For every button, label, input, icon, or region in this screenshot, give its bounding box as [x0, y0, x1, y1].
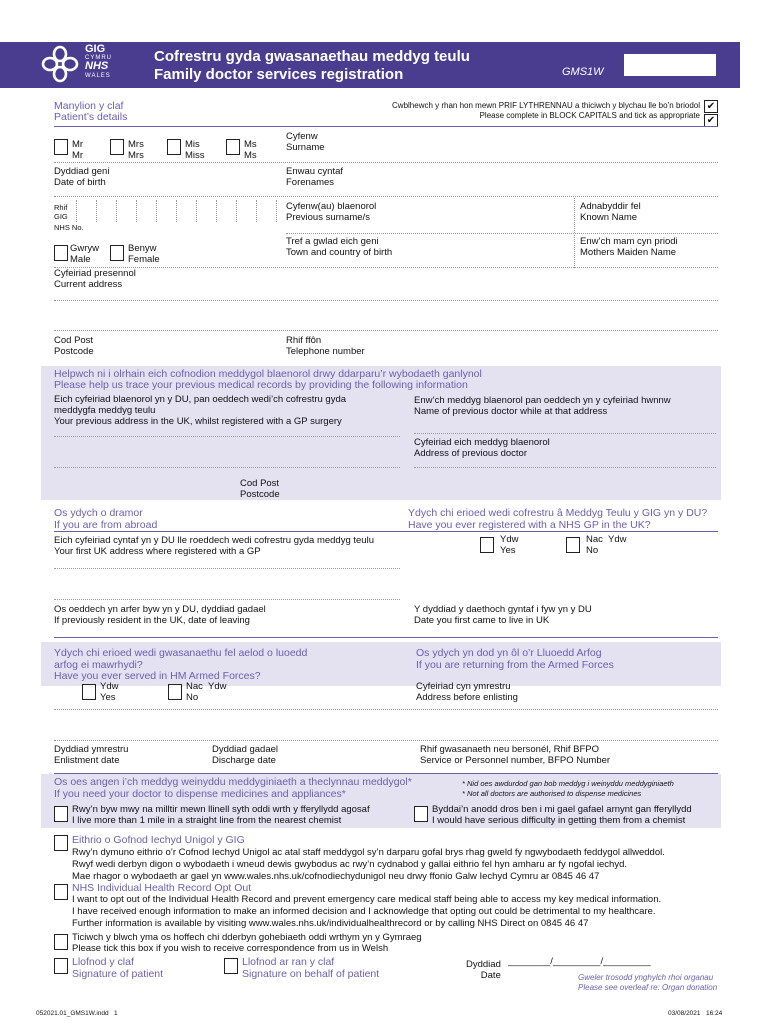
previous-address-label[interactable]: Eich cyfeiriad blaenorol yn y DU, pan oeddech wedi’ch cofrestru gyda meddygfa meddyg teulu Your previous address in the UK, whilst registered with a GP surgery [54, 394, 347, 427]
distance-checkbox[interactable] [54, 806, 68, 822]
nhs-wales-logo [40, 44, 130, 86]
nhs-no-boxes[interactable] [76, 200, 280, 222]
forces-no-checkbox[interactable] [168, 684, 182, 700]
instructions-cy: Cwblhewch y rhan hon mewn PRIF LYTHRENNAU a thiciwch y blychau lle bo’n briodol [392, 101, 700, 110]
date-label: Dyddiad Date [466, 959, 501, 981]
nhs-no-label: Rhif GIG [54, 203, 68, 221]
forces-yes-checkbox[interactable] [82, 684, 96, 700]
exemption-body-cy: Rwy’n dymuno eithrio o’r Cofnod Iechyd Unigol ac atal staff meddygol sy’n darparu gofal brys rhag gweld fy ngwybodaeth feddygol allweddol. Rwyf wedi derbyn digon o wybodaeth i wneud dewis gwybodus ac rwy’n cydnabod y gallai eithrio fel hyn amharu ar fy ngofal iechyd. Mae rhagor o wybodaeth ar gael yn www.wales.nhs.uk/cofnodiechydunigol neu drwy ffonio Galw Iechyd Cymru ar 0845 46 47 [72, 847, 665, 882]
registered-no-checkbox[interactable] [566, 537, 580, 553]
title-ms-label: Ms Ms [244, 139, 257, 161]
form-title-en: Family doctor services registration [154, 66, 404, 83]
known-name-label[interactable]: Adnabyddir fel Known Name [580, 201, 641, 223]
instructions-en: Please complete in BLOCK CAPITALS and tick as appropriate [479, 111, 700, 120]
divider [286, 233, 718, 234]
footer-filename: 052021.01_GMS1W.indd 1 [36, 1010, 118, 1017]
exemption-cy-checkbox[interactable] [54, 835, 68, 851]
phone-label[interactable]: Rhif ffôn Telephone number [286, 335, 365, 357]
form-title-cy: Cofrestru gyda gwasanaethau meddyg teulu [154, 48, 470, 65]
address-line [54, 330, 718, 331]
footer-timestamp: 03/08/2021 16:24 [668, 1010, 723, 1017]
trace-postcode-label[interactable]: Cod Post Postcode [240, 478, 280, 500]
dispense-note: * Nid oes awdurdod gan bob meddyg i weinyddu meddyginiaeth * Not all doctors are authorised to dispense medicines [462, 779, 674, 798]
title-miss-label: Mis Miss [185, 139, 205, 161]
female-label: Benyw Female [128, 243, 160, 265]
logo-cymru: CYMRU [85, 55, 112, 61]
title-mr-label: Mr Mr [72, 139, 84, 161]
surname-label[interactable]: Cyfenw Surname [286, 131, 325, 153]
logo-wales: WALES [85, 73, 111, 79]
date-left-label[interactable]: Os oeddech yn arfer byw yn y DU, dyddiad gadael If previously resident in the UK, date of leaving [54, 604, 266, 626]
exemption-en-checkbox[interactable] [54, 884, 68, 900]
previous-surname-label[interactable]: Cyfenw(au) blaenorol Previous surname/s [286, 201, 377, 223]
forces-question: Ydych chi erioed wedi gwasanaethu fel aelod o luoedd arfog ei mawrhydi? Have you ever served in HM Armed Forces? [54, 647, 308, 682]
title-mrs-checkbox[interactable] [110, 139, 124, 155]
enlistment-date-label[interactable]: Dyddiad ymrestru Enlistment date [54, 744, 129, 766]
difficulty-checkbox[interactable] [414, 806, 428, 822]
male-label: Gwryw Male [70, 243, 100, 265]
divider [574, 198, 575, 233]
forces-returning-heading: Os ydych yn dod yn ôl o’r Lluoedd Arfog If you are returning from the Armed Forces [416, 647, 614, 671]
form-code-box[interactable] [624, 54, 716, 76]
registered-no-label: Nac Ydw No [586, 534, 627, 556]
exemption-heading-en: NHS Individual Health Record Opt Out [72, 882, 252, 894]
signature-behalf-label: Llofnod ar ran y claf Signature on behalf of patient [242, 956, 380, 980]
address-line [54, 436, 400, 437]
male-checkbox[interactable] [54, 245, 68, 261]
address-line [54, 709, 718, 710]
doctor-line [414, 433, 716, 434]
tick-example-2: ✔ [704, 114, 718, 127]
address-line [54, 599, 400, 600]
exemption-heading-cy: Eithrio o Gofnod Iechyd Unigol y GIG [72, 834, 245, 846]
address-before-enlisting-label[interactable]: Cyfeiriad cyn ymrestru Address before enlisting [416, 681, 518, 703]
dob-label[interactable]: Dyddiad geni Date of birth [54, 166, 110, 188]
forces-yes-label: Ydw Yes [100, 681, 119, 703]
maiden-name-label[interactable]: Enw’ch mam cyn priodi Mothers Maiden Name [580, 236, 678, 258]
abroad-heading: Os ydych o dramor If you are from abroad [54, 507, 158, 531]
title-miss-checkbox[interactable] [167, 139, 181, 155]
registered-yes-checkbox[interactable] [480, 537, 494, 553]
address-line [54, 740, 718, 741]
discharge-date-label[interactable]: Dyddiad gadael Discharge date [212, 744, 279, 766]
female-checkbox[interactable] [110, 245, 124, 261]
welsh-correspondence-label: Ticiwch y blwch yma os hoffech chi dderbyn gohebiaeth oddi wrthym yn y Gymraeg Please tick this box if you wish to receive correspondence from us in Welsh [72, 932, 422, 954]
postcode-label[interactable]: Cod Post Postcode [54, 335, 94, 357]
welsh-correspondence-checkbox[interactable] [54, 934, 68, 950]
divider [54, 126, 718, 127]
difficulty-label: Byddai’n anodd dros ben i mi gael gafael arnynt gan fferyllydd I would have serious difficulty in getting them from a chemist [432, 804, 692, 826]
divider [54, 162, 718, 163]
forenames-label[interactable]: Enwau cyntaf Forenames [286, 166, 344, 188]
logo-gig: GIG [85, 43, 106, 55]
date-field[interactable]: ________/_________/_________ [508, 956, 651, 967]
current-address-label[interactable]: Cyfeiriad presennol Current address [54, 268, 136, 290]
address-line [414, 467, 716, 468]
tick-example-1: ✔ [704, 100, 718, 113]
birthplace-label[interactable]: Tref a gwlad eich geni Town and country of birth [286, 236, 393, 258]
previous-doctor-address-label[interactable]: Cyfeiriad eich meddyg blaenorol Address of previous doctor [414, 437, 550, 459]
registered-yes-label: Ydw Yes [500, 534, 519, 556]
title-mrs-label: Mrs Mrs [128, 139, 144, 161]
title-mr-checkbox[interactable] [54, 139, 68, 155]
forces-no-label: Nac Ydw No [186, 681, 227, 703]
logo-nhs: NHS [85, 60, 109, 72]
patient-heading-en: Patient’s details [54, 111, 128, 123]
service-number-label[interactable]: Rhif gwasanaeth neu bersonél, Rhif BFPO Service or Personnel number, BFPO Number [420, 744, 611, 766]
divider [54, 196, 718, 197]
title-ms-checkbox[interactable] [226, 139, 240, 155]
divider [54, 531, 718, 532]
exemption-body-en: I want to opt out of the Individual Health Record and prevent emergency care medical staff being able to access my key medical information. I have received enough information to make an informed decision and I acknowledge that opting out could be detrimental to my healthcare. Further information is available by visiting www.wales.nhs.uk/individualhealthrecord or by calling NHS Direct on 0845 46 47 [72, 894, 662, 929]
first-uk-address-label[interactable]: Eich cyfeiriad cyntaf yn y DU lle roeddech wedi cofrestru gyda meddyg teulu Your first UK address where registered with a GP [54, 535, 374, 557]
address-line [54, 568, 400, 569]
nhs-no-label-en: NHS No. [54, 223, 84, 232]
organ-donation-note: Gweler trosodd ynghylch rhoi organau Please see overleaf re: Organ donation [578, 973, 718, 992]
signature-patient-box[interactable] [54, 958, 68, 974]
dispense-heading: Os oes angen i’ch meddyg weinyddu meddyginiaeth a theclynnau meddygol* If you need your doctor to dispense medicines and appliances* [54, 776, 412, 800]
signature-behalf-box[interactable] [224, 958, 238, 974]
previous-doctor-label[interactable]: Enw’ch meddyg blaenorol pan oeddech yn y cyfeiriad hwnnw Name of previous doctor while at that address [414, 395, 671, 417]
nhs-registered-question: Ydych chi erioed wedi cofrestru â Meddyg Teulu y GIG yn y DU? Have you ever registered with a NHS GP in the UK? [408, 507, 708, 531]
form-code: GMS1W [562, 66, 604, 78]
trace-heading-en: Please help us trace your previous medical records by providing the following information [54, 379, 468, 391]
divider [574, 235, 575, 268]
address-line [54, 300, 718, 301]
signature-patient-label: Llofnod y claf Signature of patient [72, 956, 164, 980]
divider [54, 637, 718, 638]
date-arrived-label[interactable]: Y dyddiad y daethoch gyntaf i fyw yn y DU Date you first came to live in UK [414, 604, 592, 626]
patient-heading-cy: Manylion y claf [54, 100, 124, 112]
distance-label: Rwy’n byw mwy na milltir mewn llinell syth oddi wrth y fferyllydd agosaf I live more than 1 mile in a straight line from the nearest chemist [72, 804, 370, 826]
divider [54, 267, 718, 268]
trace-heading-cy: Helpwch ni i olrhain eich cofnodion meddygol blaenorol drwy ddarparu’r wybodaeth ganlynol [54, 368, 482, 380]
address-line [54, 467, 400, 468]
